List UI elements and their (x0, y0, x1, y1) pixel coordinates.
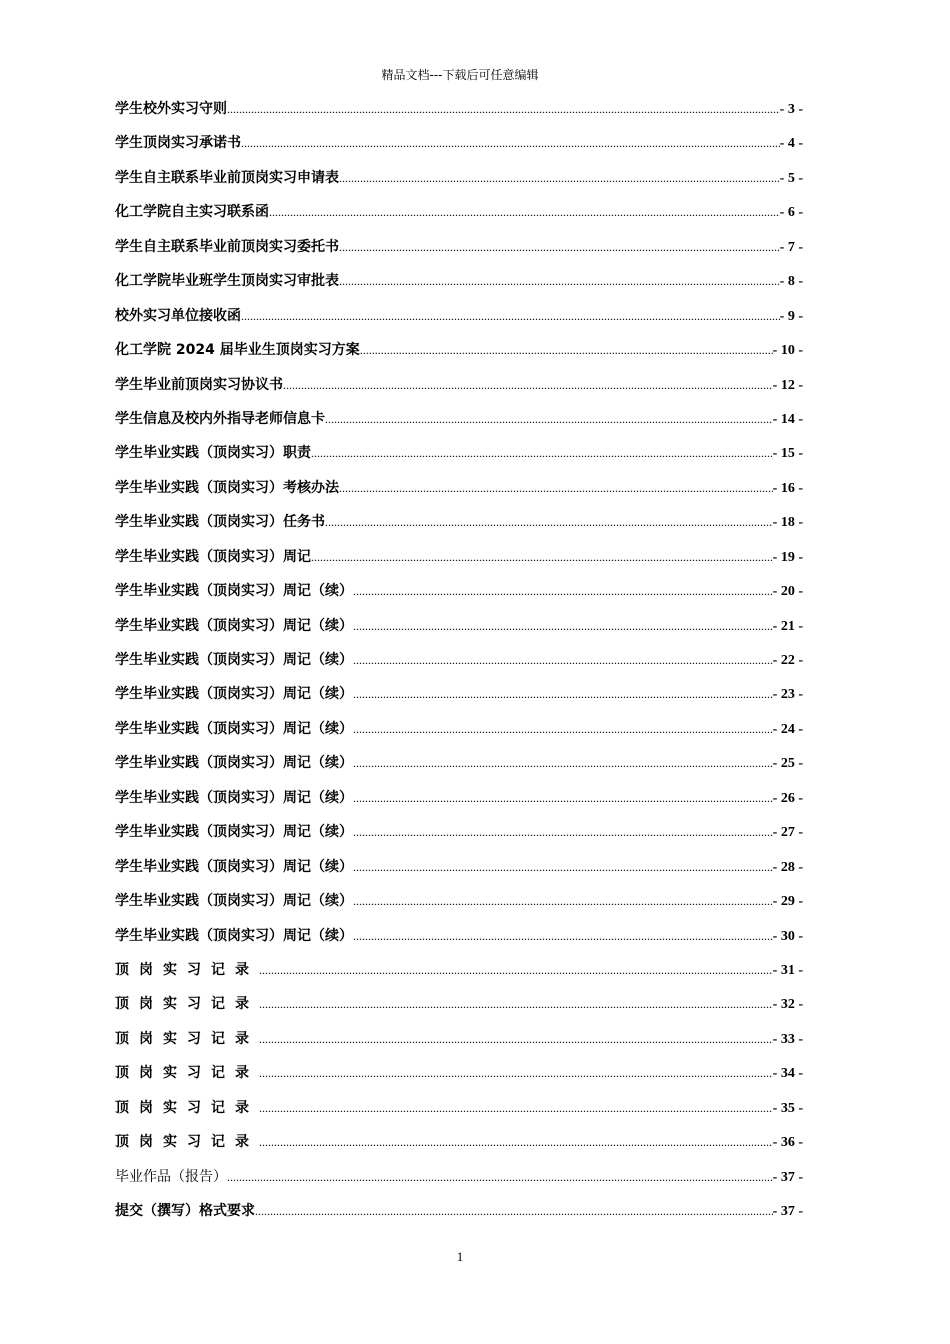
toc-entry-title: 顶岗实习记录 (115, 1065, 259, 1082)
toc-entry-title: 学生毕业实践（顶岗实习）周记（续） (115, 789, 353, 806)
toc-leader-dots (283, 368, 773, 402)
toc-entry[interactable] (115, 953, 803, 987)
toc-leader-dots (311, 540, 773, 574)
toc-entry-title: 学生毕业实践（顶岗实习）考核办法 (115, 479, 339, 496)
toc-leader-dots (360, 333, 773, 367)
toc-leader-dots (259, 1022, 773, 1056)
toc-entry-page: - 14 - (772, 411, 803, 427)
toc-entry-page: - 36 - (772, 1135, 803, 1151)
toc-entry-title: 学生自主联系毕业前顶岗实习申请表 (115, 169, 339, 186)
toc-entry-title: 学生毕业实践（顶岗实习）周记 (115, 548, 311, 565)
toc-entry-title: 学生信息及校内外指导老师信息卡 (115, 410, 325, 427)
toc-leader-dots (353, 609, 773, 643)
toc-entry[interactable] (115, 643, 803, 677)
toc-entry[interactable] (115, 505, 803, 539)
toc-entry[interactable] (115, 126, 803, 160)
toc-leader-dots (255, 1194, 773, 1228)
toc-entry[interactable] (115, 1091, 803, 1125)
toc-entry[interactable] (115, 609, 803, 643)
toc-entry-page: - 30 - (772, 928, 803, 944)
toc-entry[interactable] (115, 1194, 803, 1228)
toc-entry-title: 校外实习单位接收函 (115, 307, 241, 324)
toc-leader-dots (339, 264, 780, 298)
toc-entry[interactable] (115, 574, 803, 608)
toc-leader-dots (325, 402, 773, 436)
toc-entry-page: - 19 - (772, 549, 803, 565)
toc-entry[interactable] (115, 333, 803, 367)
toc-entry[interactable] (115, 92, 803, 126)
toc-entry-page: - 27 - (772, 825, 803, 841)
toc-entry-title: 学生自主联系毕业前顶岗实习委托书 (115, 238, 339, 255)
toc-entry-title: 化工学院 2024 届毕业生顶岗实习方案 (115, 342, 360, 359)
toc-leader-dots (227, 1160, 773, 1194)
toc-entry-title: 学生毕业实践（顶岗实习）周记（续） (115, 927, 353, 944)
toc-entry[interactable] (115, 436, 803, 470)
toc-entry[interactable] (115, 402, 803, 436)
toc-entry-title: 学生毕业前顶岗实习协议书 (115, 376, 283, 393)
toc-entry-page: - 12 - (772, 377, 803, 393)
toc-leader-dots (353, 574, 773, 608)
toc-leader-dots (311, 436, 773, 470)
toc-leader-dots (241, 299, 780, 333)
toc-leader-dots (339, 161, 780, 195)
toc-entry-title: 提交（撰写）格式要求 (115, 1203, 255, 1219)
toc-entry-page: - 26 - (772, 790, 803, 806)
toc-entry-title: 顶岗实习记录 (115, 961, 259, 978)
toc-entry-page: - 4 - (779, 136, 803, 152)
toc-leader-dots (259, 953, 773, 987)
toc-leader-dots (353, 712, 773, 746)
toc-entry-page: - 8 - (779, 274, 803, 290)
toc-leader-dots (353, 643, 773, 677)
table-of-contents (115, 92, 803, 1228)
toc-entry-page: - 5 - (779, 170, 803, 186)
toc-entry-title: 化工学院自主实习联系函 (115, 204, 269, 221)
toc-entry[interactable] (115, 161, 803, 195)
toc-entry-page: - 10 - (772, 343, 803, 359)
toc-entry-page: - 7 - (779, 239, 803, 255)
toc-entry-page: - 20 - (772, 584, 803, 600)
toc-entry-title: 顶岗实习记录 (115, 1134, 259, 1151)
toc-entry[interactable] (115, 884, 803, 918)
toc-entry[interactable] (115, 471, 803, 505)
toc-entry-title: 毕业作品（报告） (115, 1168, 227, 1185)
toc-entry[interactable] (115, 1056, 803, 1090)
toc-entry[interactable] (115, 815, 803, 849)
toc-entry-title: 学生毕业实践（顶岗实习）周记（续） (115, 893, 353, 910)
toc-entry[interactable] (115, 987, 803, 1021)
toc-entry-title: 学生校外实习守则 (115, 101, 227, 117)
toc-entry[interactable] (115, 746, 803, 780)
toc-leader-dots (353, 850, 773, 884)
toc-entry[interactable] (115, 230, 803, 264)
toc-entry-title: 顶岗实习记录 (115, 1030, 259, 1047)
toc-leader-dots (259, 1091, 773, 1125)
toc-entry[interactable] (115, 1125, 803, 1159)
toc-entry-title: 学生毕业实践（顶岗实习）周记（续） (115, 755, 353, 772)
toc-leader-dots (339, 471, 773, 505)
toc-entry-title: 学生毕业实践（顶岗实习）周记（续） (115, 720, 353, 737)
toc-entry-page: - 22 - (772, 653, 803, 668)
toc-leader-dots (353, 884, 773, 918)
toc-entry-page: - 18 - (772, 515, 803, 531)
toc-entry-page: - 32 - (772, 997, 803, 1013)
toc-entry-title: 学生毕业实践（顶岗实习）周记（续） (115, 686, 353, 703)
toc-entry-page: - 15 - (772, 446, 803, 462)
toc-entry[interactable] (115, 850, 803, 884)
page-header: 精品文档---下载后可任意编辑 (381, 68, 539, 82)
toc-leader-dots (353, 815, 773, 849)
toc-entry-page: - 9 - (779, 308, 803, 324)
toc-entry-page: - 25 - (772, 756, 803, 772)
toc-entry[interactable] (115, 1160, 803, 1194)
toc-leader-dots (269, 195, 780, 229)
toc-entry-title: 学生毕业实践（顶岗实习）周记（续） (115, 583, 353, 600)
toc-entry-page: - 23 - (772, 687, 803, 703)
toc-entry[interactable] (115, 712, 803, 746)
toc-entry[interactable] (115, 919, 803, 953)
toc-entry-title: 学生毕业实践（顶岗实习）周记（续） (115, 652, 353, 668)
toc-leader-dots (353, 919, 773, 953)
toc-entry-title: 学生毕业实践（顶岗实习）周记（续） (115, 824, 353, 841)
toc-leader-dots (259, 1125, 773, 1159)
toc-entry[interactable] (115, 1022, 803, 1056)
toc-entry[interactable] (115, 540, 803, 574)
toc-entry[interactable] (115, 368, 803, 402)
toc-leader-dots (259, 987, 773, 1021)
toc-entry[interactable] (115, 677, 803, 711)
toc-entry-title: 学生毕业实践（顶岗实习）周记（续） (115, 858, 353, 875)
toc-entry-page: - 16 - (772, 480, 803, 496)
toc-leader-dots (339, 230, 780, 264)
toc-leader-dots (353, 677, 773, 711)
toc-leader-dots (259, 1056, 773, 1090)
toc-entry-page: - 37 - (772, 1169, 803, 1185)
toc-entry-page: - 24 - (772, 721, 803, 737)
toc-entry-page: - 37 - (772, 1204, 803, 1219)
toc-entry-page: - 31 - (772, 962, 803, 978)
toc-entry-title: 学生顶岗实习承诺书 (115, 135, 241, 152)
toc-leader-dots (325, 505, 773, 539)
toc-entry-page: - 33 - (772, 1031, 803, 1047)
toc-entry[interactable] (115, 781, 803, 815)
toc-leader-dots (227, 92, 780, 126)
toc-entry-page: - 34 - (772, 1066, 803, 1082)
toc-entry-title: 学生毕业实践（顶岗实习）任务书 (115, 514, 325, 531)
page-number: 1 (456, 1249, 464, 1264)
toc-entry-title: 化工学院毕业班学生顶岗实习审批表 (115, 273, 339, 290)
toc-entry[interactable] (115, 195, 803, 229)
toc-entry-page: - 29 - (772, 894, 803, 910)
toc-leader-dots (241, 126, 780, 160)
toc-entry-title: 学生毕业实践（顶岗实习）职责 (115, 445, 311, 462)
toc-entry-title: 学生毕业实践（顶岗实习）周记（续） (115, 617, 353, 634)
toc-leader-dots (353, 746, 773, 780)
toc-entry-page: - 28 - (772, 859, 803, 875)
toc-entry[interactable] (115, 264, 803, 298)
toc-entry-title: 顶岗实习记录 (115, 1099, 259, 1116)
toc-entry-page: - 6 - (779, 205, 803, 221)
toc-entry-page: - 3 - (779, 102, 803, 117)
toc-entry[interactable] (115, 299, 803, 333)
toc-entry-page: - 21 - (772, 618, 803, 634)
toc-entry-title: 顶岗实习记录 (115, 996, 259, 1013)
toc-leader-dots (353, 781, 773, 815)
toc-entry-page: - 35 - (772, 1100, 803, 1116)
